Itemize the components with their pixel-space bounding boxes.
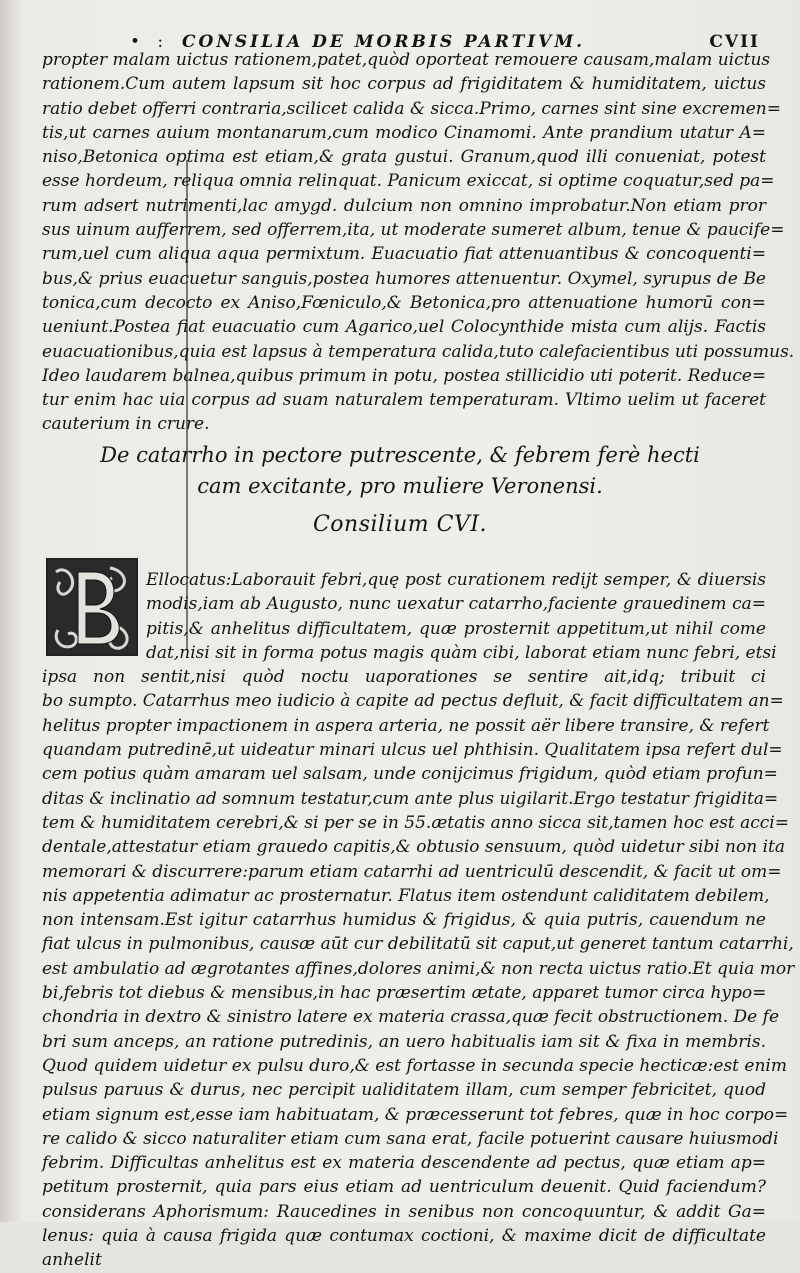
text-line: dentale,attestatur etiam grauedo capitis,& obtusio sensuum, quòd uidetur sibi non ita: [42, 837, 785, 858]
text-line: lenus: quia à causa frigida quæ contumax coctioni, & maxime dicit de difficultate: [42, 1226, 766, 1247]
section-title: [90, 440, 710, 502]
text-line: etiam signum est,esse iam habituatam, & præcesserunt tot febres, quæ in hoc corpo=: [42, 1104, 789, 1125]
text-line: ueniunt.Postea fiat euacuatio cum Agarico,uel Colocynthide mista cum alijs. Factis: [42, 317, 766, 338]
text-line: Ideo laudarem balnea,quibus primum in potu, postea stillicidio uti poterit. Reduce=: [42, 365, 767, 386]
text-line: quandam putredinē,ut uideatur minari ulcus uel phthisin. Qualitatem ipsa refert dul=: [42, 740, 783, 761]
text-line: sus uinum aufferrem, sed offerrem,ita, ut moderate sumeret album, tenue & paucife=: [42, 220, 785, 241]
text-line: pulsus paruus & durus, nec percipit ualiditatem illam, cum semper febricitet, quod: [42, 1080, 766, 1101]
text-line: non intensam.Est igitur catarrhus humidus & frigidus, & quia putris, cauendum ne: [42, 910, 766, 931]
text-line: tonica,cum decocto ex Aniso,Fœniculo,& Betonica,pro attenuatione humorū con=: [42, 292, 766, 313]
decorated-initial: [46, 558, 138, 656]
text-line: ratio debet offerri contraria,scilicet calida & sicca.Primo, carnes sint sine excremen=: [42, 98, 781, 119]
text-line: bo sumpto. Catarrhus meo iudicio à capite ad pectus defluit, & facit difficultatem an=: [42, 691, 784, 712]
paragraph-2-indented: [146, 568, 777, 665]
text-line: modis,iam ab Augusto, nunc uexatur catarrho,faciente grauedinem ca=: [146, 594, 766, 615]
text-line: rum,uel cum aliqua aqua permixtum. Euacuatio fiat attenuantibus & concoquenti=: [42, 244, 766, 265]
running-head-title: CONSILIA DE MORBIS PARTIVM.: [182, 32, 586, 52]
text-line: tem & humiditatem cerebri,& si per se in 55.ætatis anno sicca sit,tamen hoc est acci=: [42, 812, 789, 833]
text-line: est ambulatio ad ægrotantes affines,dolores animi,& non recta uictus ratio.Et quia mor: [42, 958, 795, 979]
text-line: nis appetentia adimatur ac prosternatur. Flatus item ostendunt caliditatem debilem,: [42, 885, 770, 906]
section-title-line: De catarrho in pectore putrescente, & febrem ferè hecti: [100, 443, 700, 467]
text-line: euacuationibus,quia est lapsus à temperatura calida,tuto calefacientibus uti possumus.: [42, 341, 795, 362]
text-line: tis,ut carnes auium montanarum,cum modico Cinamomi. Ante prandium utatur A=: [42, 122, 766, 143]
decorated-initial-b-icon: [48, 560, 136, 654]
text-line: ipsa non sentit,nisi quòd noctu uaporationes se sentire ait,idq; tribuit ci: [42, 667, 766, 688]
text-line: anhelit: [42, 1250, 102, 1271]
text-line: niso,Betonica optima est etiam,& grata gustui. Granum,quod illi conueniat, potest: [42, 147, 766, 168]
text-line: chondria in dextro & sinistro latere ex materia crassa,quæ fecit obstructionem. De fe: [42, 1007, 780, 1028]
section-title-line: cam excitante, pro muliere Veronensi.: [197, 474, 603, 498]
folio-number: CVII: [709, 32, 760, 52]
printer-marks: • :: [130, 32, 170, 52]
text-line: helitus propter impactionem in aspera arteria, ne possit aër libere transire, & refert: [42, 715, 770, 736]
paragraph-2-body: [42, 665, 795, 1272]
text-line: re calido & sicco naturaliter etiam cum sana erat, facile potuerint causare huiusmodi: [42, 1128, 779, 1149]
text-line: rum adsert nutrimenti,lac amygd. dulcium non omnino improbatur.Non etiam pror: [42, 195, 766, 216]
text-line: ditas & inclinatio ad somnum testatur,cum ante plus uigilarit.Ergo testatur frigidita=: [42, 788, 779, 809]
text-line: esse hordeum, reliqua omnia relinquat. Panicum exiccat, si optime coquatur,sed pa=: [42, 171, 775, 192]
text-line: fiat ulcus in pulmonibus, causæ aūt cur debilitatū sit caput,ut generet tantum catarrhi,: [42, 934, 794, 955]
paragraph-1: [42, 48, 795, 437]
text-line: tur enim hac uia corpus ad suam naturalem temperaturam. Vltimo uelim ut faceret: [42, 390, 766, 411]
text-line: dat,nisi sit in forma potus magis quàm cibi, laborat etiam nunc febri, etsi: [146, 642, 777, 663]
text-line: propter malam uictus rationem,patet,quòd oporteat remouere causam,malam uictus: [42, 50, 771, 70]
text-line: Quod quidem uidetur ex pulsu duro,& est fortasse in secunda specie hecticæ:est enim: [42, 1055, 787, 1076]
text-line: bi,febris tot diebus & mensibus,in hac præsertim ætate, apparet tumor circa hypo=: [42, 983, 767, 1004]
text-line: pitis,& anhelitus difficultatem, quæ prosternit appetitum,ut nihil come: [146, 618, 766, 639]
text-line: bus,& prius euacuetur sanguis,postea humores attenuentur. Oxymel, syrupus de Be: [42, 268, 766, 289]
text-line: memorari & discurrere:parum etiam catarrhi ad uentriculū descendit, & facit ut om=: [42, 861, 782, 882]
text-line: bri sum anceps, an ratione putredinis, an uero habitualis iam sit & fixa in membris.: [42, 1031, 766, 1052]
text-line: considerans Aphorismum: Raucedines in senibus non concoquuntur, & addit Ga=: [42, 1201, 766, 1222]
text-line: rationem.Cum autem lapsum sit hoc corpus ad frigiditatem & humiditatem, uictus: [42, 74, 766, 95]
text-line: cem potius quàm amaram uel salsam, unde conijcimus frigidum, quòd etiam profun=: [42, 764, 778, 785]
text-line: petitum prosternit, quia pars eius etiam ad uentriculum deuenit. Quid faciendum?: [42, 1177, 766, 1198]
consilium-heading: Consilium CVI.: [312, 512, 488, 537]
text-line: febrim. Difficultas anhelitus est ex materia descendente ad pectus, quæ etiam ap=: [42, 1153, 766, 1174]
text-line: Ellocatus:Laborauit febri,quę post curationem redijt semper, & diuersis: [146, 570, 766, 590]
text-line: cauterium in crure.: [42, 414, 210, 435]
